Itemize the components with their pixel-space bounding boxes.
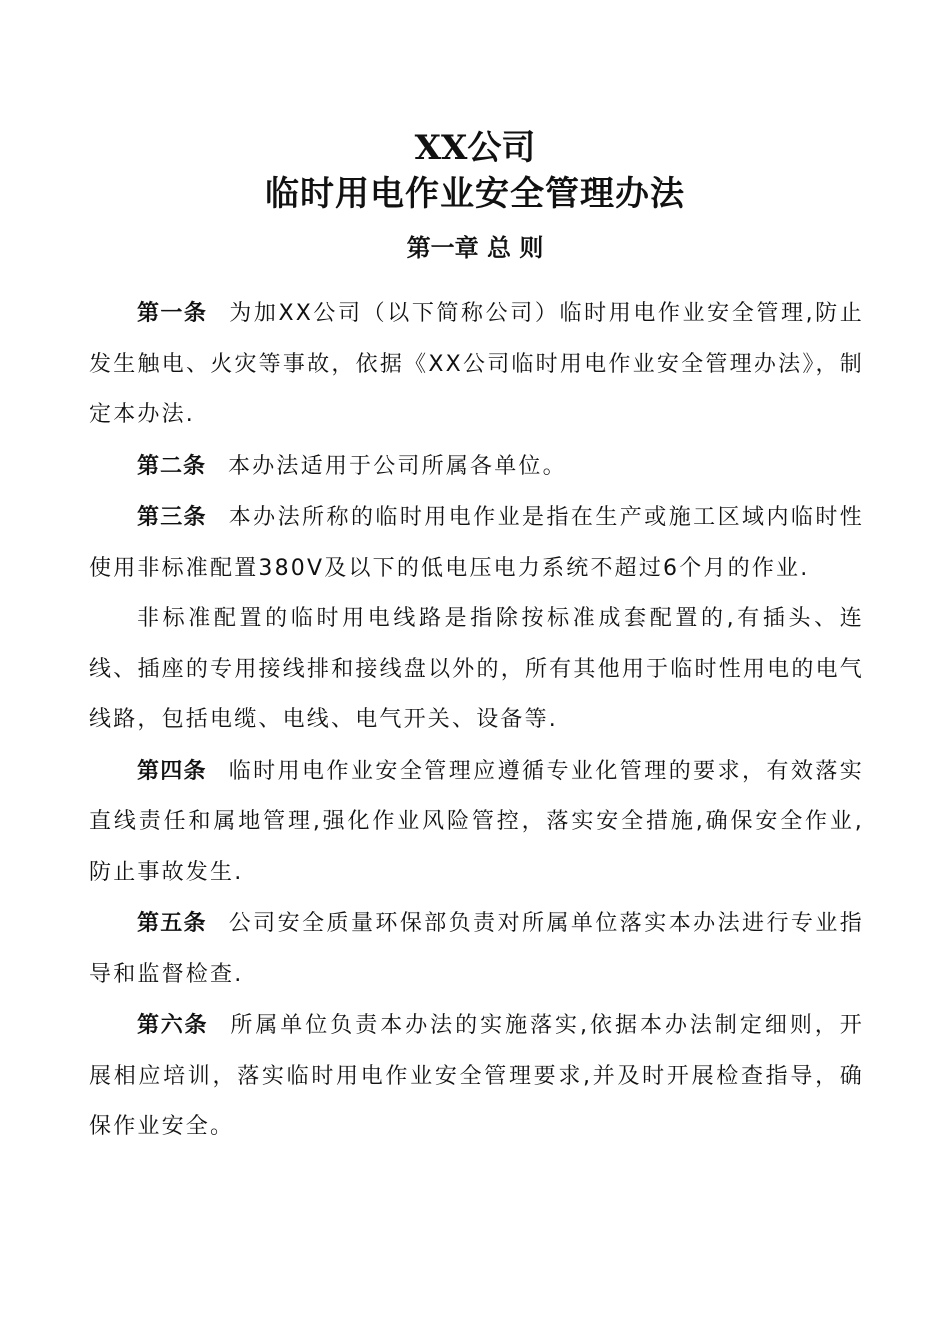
- document-title: 临时用电作业安全管理办法: [265, 174, 685, 214]
- document-body: [89, 288, 864, 1153]
- article-label: 第六条: [137, 1012, 209, 1038]
- article-paragraph: [89, 898, 864, 1000]
- article-paragraph: [89, 1000, 864, 1153]
- chapter-name: 总 则: [487, 233, 544, 262]
- article-text: 所属单位负责本办法的实施落实,依据本办法制定细则，开展相应培训，落实临时用电作业安全管理要求,并及时开展检查指导，确保作业安全。: [89, 1013, 864, 1139]
- company-title: XX公司: [414, 128, 536, 168]
- article-label: 第一条: [137, 300, 208, 326]
- article-paragraph: [89, 288, 864, 441]
- article-label: 第五条: [137, 910, 207, 936]
- article-label: 第四条: [137, 757, 207, 784]
- chapter-heading: [0, 228, 950, 268]
- article-text: 为加XX公司（以下简称公司）临时用电作业安全管理,防止发生触电、火灾等事故，依据《XX公司临时用电作业安全管理办法》，制定本办法.: [89, 301, 864, 427]
- article-label: 第二条: [137, 452, 207, 479]
- article-paragraph: [89, 441, 864, 493]
- article-text: 本办法所称的临时用电作业是指在生产或施工区域内临时性使用非标准配置380V及以下的低电压电力系统不超过6个月的作业.: [89, 505, 864, 581]
- article-paragraph: [89, 492, 864, 594]
- paragraph-text: 非标准配置的临时用电线路是指除按标准成套配置的,有插头、连线、插座的专用接线排和接线盘以外的，所有其他用于临时性用电的电气线路，包括电缆、电线、电气开关、设备等.: [89, 606, 864, 732]
- article-label: 第三条: [137, 504, 207, 530]
- chapter-number: 第一章: [406, 233, 479, 262]
- article-text: 公司安全质量环保部负责对所属单位落实本办法进行专业指导和监督检查.: [89, 911, 864, 987]
- body-paragraph: [89, 594, 864, 746]
- article-paragraph: [89, 746, 864, 899]
- article-text: 临时用电作业安全管理应遵循专业化管理的要求，有效落实直线责任和属地管理,强化作业风险管控，落实安全措施,确保安全作业,防止事故发生.: [89, 758, 864, 885]
- article-text: 本办法适用于公司所属各单位。: [228, 453, 567, 479]
